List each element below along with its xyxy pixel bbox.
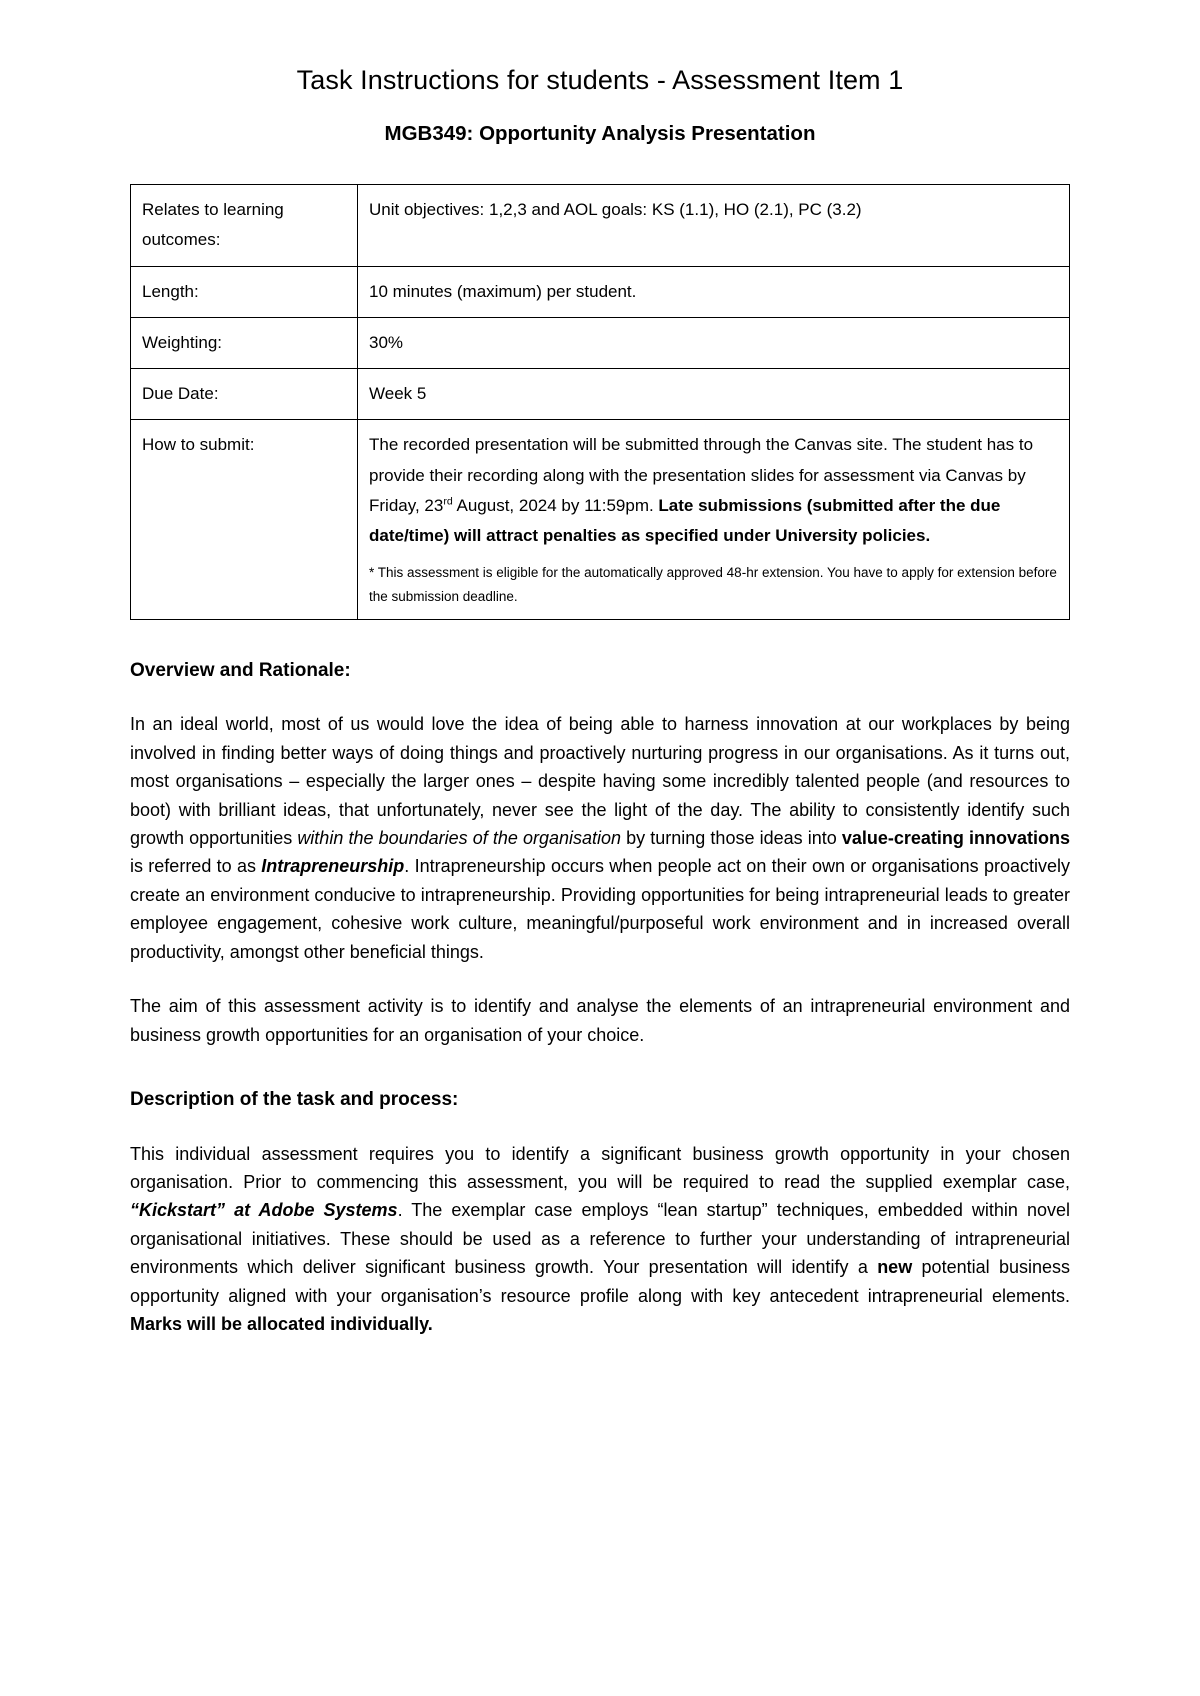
assessment-details-table xyxy=(130,184,1070,620)
description-p1-seg5: potential business opportunity aligned with your organisation’s resource profile along with key antecedent intrapreneurial elements. xyxy=(130,1257,1070,1306)
overview-p1-seg3: by turning those ideas into xyxy=(621,827,842,848)
table-row xyxy=(131,185,1070,267)
row-label-how-to-submit: How to submit: xyxy=(131,420,358,619)
overview-paragraph-1 xyxy=(130,710,1070,966)
description-p1-emphasis-new: new xyxy=(877,1257,913,1278)
row-label-due-date: Due Date: xyxy=(131,369,358,420)
page-title: Task Instructions for students - Assessment Item 1 xyxy=(296,65,904,95)
row-value-length: 10 minutes (maximum) per student. xyxy=(358,266,1070,317)
table-row xyxy=(131,420,1070,619)
overview-p1-seg7: . Intrapreneurship occurs when people act on their own or organisations proactively create an environment conducive to intrapreneurship. Providing opportunities for being intrapreneurial leads to greater employee engagement, cohesive work culture, meaningful/purposeful work environment and in increased overall productivity, amongst other beneficial things. xyxy=(130,856,1070,962)
date-ordinal-suffix: rd xyxy=(443,495,453,508)
overview-paragraph-2: The aim of this assessment activity is to identify and analyse the elements of an intrapreneurial environment and business growth opportunities for an organisation of your choice. xyxy=(130,996,1070,1045)
late-submission-warning: Late submissions (submitted after the due date/time) will attract penalties as specified under University policies. xyxy=(369,495,1001,546)
row-label-length: Length: xyxy=(131,266,358,317)
overview-p1-bold-phrase: value-creating innovations xyxy=(841,827,1070,848)
row-value-learning-outcomes: Unit objectives: 1,2,3 and AOL goals: KS (1.1), HO (2.1), PC (3.2) xyxy=(358,185,1070,267)
overview-p1-term-intrapreneurship: Intrapreneurship xyxy=(261,856,405,877)
assessment-details-table-wrapper xyxy=(130,184,1070,620)
extension-footnote: * This assessment is eligible for the automatically approved 48-hr extension. You have to apply for extension before the submission deadline. xyxy=(369,565,1057,604)
page-subtitle: MGB349: Opportunity Analysis Presentation xyxy=(384,122,816,146)
overview-p1-italic-phrase: within the boundaries of the organisation xyxy=(297,827,622,848)
submit-text-part1: The recorded presentation will be submitted through the Canvas site. The student has to provide their recording along with the presentation slides for assessment via Canvas by Friday, 23 xyxy=(369,435,1034,515)
submit-text-part2: August, 2024 by 11:59pm. xyxy=(452,495,659,515)
table-row xyxy=(131,369,1070,420)
row-value-due-date: Week 5 xyxy=(358,369,1070,420)
description-p1-exemplar-case-title: “Kickstart” at Adobe Systems xyxy=(130,1200,398,1221)
row-value-weighting: 30% xyxy=(358,317,1070,368)
overview-p1-seg5: is referred to as xyxy=(130,856,262,877)
row-label-weighting: Weighting: xyxy=(131,317,358,368)
description-p1-seg1: This individual assessment requires you to identify a significant business growth opportunity in your chosen organisation. Prior to commencing this assessment, you will be required to read the supplied exemplar case, xyxy=(130,1143,1070,1193)
description-p1-seg3: . The exemplar case employs “lean startup” techniques, embedded within novel organisational initiatives. These should be used as a reference to further your understanding of intrapreneurial environments which deliver significant business growth. Your presentation will identify a xyxy=(130,1200,1071,1278)
overview-p1-seg1: In an ideal world, most of us would love the idea of being able to harness innovation at our workplaces by being involved in finding better ways of doing things and proactively nurturing progress in our organisations. As it turns out, most organisations – especially the larger ones – despite having some incredibly talented people (and resources to boot) with brilliant ideas, that unfortunately, never see the light of the day. The ability to consistently identify such growth opportunities xyxy=(130,714,1070,848)
heading-overview-and-rationale: Overview and Rationale: xyxy=(130,659,351,681)
heading-description-of-task: Description of the task and process: xyxy=(130,1089,459,1111)
description-p1-marks-note: Marks will be allocated individually. xyxy=(130,1314,433,1335)
row-label-learning-outcomes: Relates to learning outcomes: xyxy=(131,185,358,267)
description-paragraph-1 xyxy=(130,1140,1070,1339)
table-row xyxy=(131,317,1070,368)
table-row xyxy=(131,266,1070,317)
row-value-how-to-submit xyxy=(358,420,1070,619)
